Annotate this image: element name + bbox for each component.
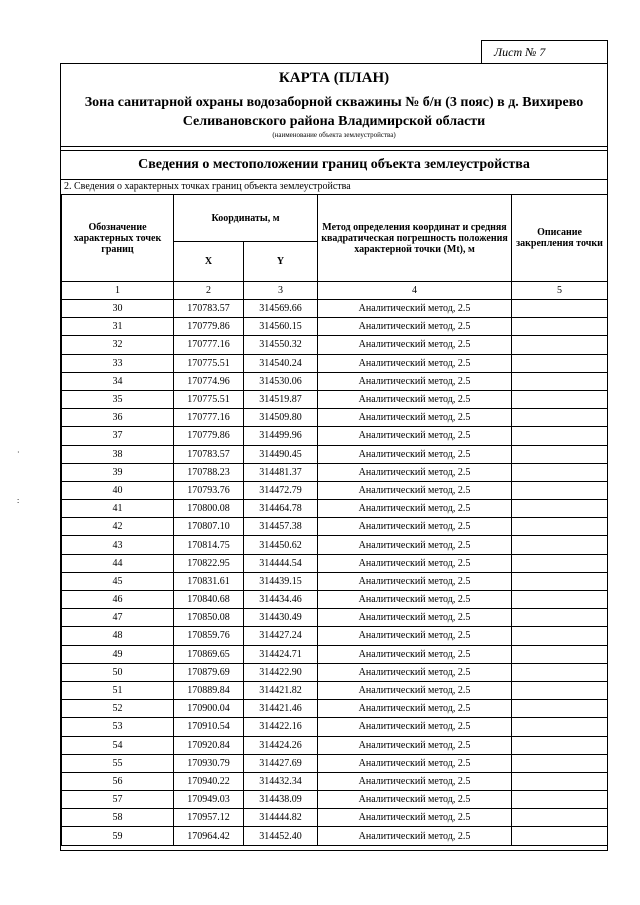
header-point: Обозначение характерных точек границ (62, 195, 174, 282)
sheet-number (481, 40, 608, 63)
column-index: 5 (512, 282, 608, 300)
cell-method: Аналитический метод, 2.5 (318, 354, 512, 372)
cell-y: 314444.82 (244, 809, 318, 827)
table-row (62, 572, 608, 590)
section-title: Сведения о местоположении границ объекта землеустройства (61, 150, 607, 180)
cell-method: Аналитический метод, 2.5 (318, 772, 512, 790)
table-row (62, 445, 608, 463)
table-row (62, 718, 608, 736)
cell-point: 41 (62, 500, 174, 518)
cell-point: 37 (62, 427, 174, 445)
cell-x: 170889.84 (174, 681, 244, 699)
cell-y: 314509.80 (244, 409, 318, 427)
points-table-body (62, 300, 608, 846)
table-row (62, 409, 608, 427)
cell-y: 314519.87 (244, 390, 318, 408)
cell-point: 36 (62, 409, 174, 427)
cell-y: 314530.06 (244, 372, 318, 390)
cell-y: 314422.90 (244, 663, 318, 681)
cell-y: 314450.62 (244, 536, 318, 554)
cell-y: 314481.37 (244, 463, 318, 481)
scan-mark: : (17, 496, 20, 505)
table-row (62, 700, 608, 718)
cell-description (512, 354, 608, 372)
cell-y: 314421.82 (244, 681, 318, 699)
cell-point: 55 (62, 754, 174, 772)
cell-point: 48 (62, 627, 174, 645)
cell-description (512, 772, 608, 790)
cell-point: 51 (62, 681, 174, 699)
cell-point: 49 (62, 645, 174, 663)
cell-x: 170869.65 (174, 645, 244, 663)
cell-method: Аналитический метод, 2.5 (318, 809, 512, 827)
cell-point: 44 (62, 554, 174, 572)
cell-x: 170949.03 (174, 791, 244, 809)
column-index-row (62, 282, 608, 300)
table-row (62, 390, 608, 408)
cell-point: 32 (62, 336, 174, 354)
table-row (62, 809, 608, 827)
cell-y: 314490.45 (244, 445, 318, 463)
cell-description (512, 518, 608, 536)
cell-x: 170831.61 (174, 572, 244, 590)
table-row (62, 427, 608, 445)
cell-method: Аналитический метод, 2.5 (318, 463, 512, 481)
cell-method: Аналитический метод, 2.5 (318, 736, 512, 754)
cell-method: Аналитический метод, 2.5 (318, 536, 512, 554)
document-subtitle (61, 93, 607, 131)
cell-description (512, 481, 608, 499)
cell-description (512, 372, 608, 390)
cell-description (512, 645, 608, 663)
cell-y: 314499.96 (244, 427, 318, 445)
table-row (62, 609, 608, 627)
table-row (62, 318, 608, 336)
cell-x: 170940.22 (174, 772, 244, 790)
cell-x: 170807.10 (174, 518, 244, 536)
cell-y: 314472.79 (244, 481, 318, 499)
cell-point: 46 (62, 591, 174, 609)
table-row (62, 591, 608, 609)
cell-point: 47 (62, 609, 174, 627)
cell-x: 170859.76 (174, 627, 244, 645)
cell-method: Аналитический метод, 2.5 (318, 572, 512, 590)
cell-method: Аналитический метод, 2.5 (318, 481, 512, 499)
cell-point: 45 (62, 572, 174, 590)
cell-y: 314550.32 (244, 336, 318, 354)
cell-x: 170840.68 (174, 591, 244, 609)
subtitle-line-2: Селивановского района Владимирской области (182, 114, 486, 129)
cell-point: 52 (62, 700, 174, 718)
cell-method: Аналитический метод, 2.5 (318, 427, 512, 445)
table-row (62, 663, 608, 681)
cell-x: 170774.96 (174, 372, 244, 390)
cell-description (512, 427, 608, 445)
cell-description (512, 318, 608, 336)
cell-point: 56 (62, 772, 174, 790)
cell-method: Аналитический метод, 2.5 (318, 518, 512, 536)
cell-method: Аналитический метод, 2.5 (318, 663, 512, 681)
cell-description (512, 736, 608, 754)
cell-description (512, 572, 608, 590)
document-title: КАРТА (ПЛАН) (278, 70, 390, 86)
cell-description (512, 554, 608, 572)
cell-method: Аналитический метод, 2.5 (318, 554, 512, 572)
cell-point: 58 (62, 809, 174, 827)
cell-x: 170793.76 (174, 481, 244, 499)
cell-x: 170910.54 (174, 718, 244, 736)
table-row (62, 791, 608, 809)
cell-y: 314560.15 (244, 318, 318, 336)
table-row (62, 500, 608, 518)
cell-x: 170964.42 (174, 827, 244, 845)
points-table (61, 194, 608, 846)
header-coordinates: Координаты, м (174, 195, 318, 242)
cell-point: 31 (62, 318, 174, 336)
header-y: Y (244, 242, 318, 282)
table-row (62, 518, 608, 536)
cell-x: 170779.86 (174, 318, 244, 336)
cell-y: 314427.69 (244, 754, 318, 772)
cell-point: 34 (62, 372, 174, 390)
document-frame (60, 63, 608, 851)
cell-point: 59 (62, 827, 174, 845)
cell-y: 314432.34 (244, 772, 318, 790)
table-row (62, 354, 608, 372)
cell-x: 170850.08 (174, 609, 244, 627)
cell-description (512, 463, 608, 481)
cell-description (512, 336, 608, 354)
table-row (62, 300, 608, 318)
cell-y: 314569.66 (244, 300, 318, 318)
cell-description (512, 536, 608, 554)
cell-description (512, 409, 608, 427)
table-row (62, 681, 608, 699)
cell-method: Аналитический метод, 2.5 (318, 827, 512, 845)
cell-y: 314457.38 (244, 518, 318, 536)
cell-point: 42 (62, 518, 174, 536)
table-row (62, 627, 608, 645)
cell-description (512, 609, 608, 627)
cell-y: 314540.24 (244, 354, 318, 372)
document-header (61, 64, 607, 147)
cell-description (512, 591, 608, 609)
cell-x: 170779.86 (174, 427, 244, 445)
cell-x: 170957.12 (174, 809, 244, 827)
cell-point: 39 (62, 463, 174, 481)
cell-x: 170777.16 (174, 336, 244, 354)
column-index: 2 (174, 282, 244, 300)
cell-y: 314452.40 (244, 827, 318, 845)
cell-method: Аналитический метод, 2.5 (318, 445, 512, 463)
cell-x: 170822.95 (174, 554, 244, 572)
cell-method: Аналитический метод, 2.5 (318, 627, 512, 645)
cell-x: 170879.69 (174, 663, 244, 681)
cell-y: 314424.26 (244, 736, 318, 754)
header-description: Описание закрепления точки (512, 195, 608, 282)
cell-method: Аналитический метод, 2.5 (318, 645, 512, 663)
cell-method: Аналитический метод, 2.5 (318, 372, 512, 390)
cell-x: 170900.04 (174, 700, 244, 718)
cell-point: 30 (62, 300, 174, 318)
cell-y: 314444.54 (244, 554, 318, 572)
cell-y: 314427.24 (244, 627, 318, 645)
cell-point: 43 (62, 536, 174, 554)
cell-description (512, 754, 608, 772)
cell-x: 170788.23 (174, 463, 244, 481)
cell-y: 314434.46 (244, 591, 318, 609)
table-row (62, 536, 608, 554)
cell-y: 314421.46 (244, 700, 318, 718)
table-subheading: 2. Сведения о характерных точках границ объекта землеустройства (64, 181, 351, 192)
cell-method: Аналитический метод, 2.5 (318, 336, 512, 354)
cell-method: Аналитический метод, 2.5 (318, 390, 512, 408)
cell-point: 38 (62, 445, 174, 463)
cell-description (512, 663, 608, 681)
cell-method: Аналитический метод, 2.5 (318, 609, 512, 627)
cell-description (512, 500, 608, 518)
table-row (62, 554, 608, 572)
table-row (62, 754, 608, 772)
table-row (62, 336, 608, 354)
cell-method: Аналитический метод, 2.5 (318, 500, 512, 518)
cell-point: 54 (62, 736, 174, 754)
object-name-note: (наименование объекта землеустройства) (272, 131, 396, 139)
cell-description (512, 390, 608, 408)
cell-y: 314424.71 (244, 645, 318, 663)
cell-y: 314464.78 (244, 500, 318, 518)
table-row (62, 736, 608, 754)
cell-point: 35 (62, 390, 174, 408)
cell-point: 33 (62, 354, 174, 372)
cell-description (512, 809, 608, 827)
cell-y: 314430.49 (244, 609, 318, 627)
cell-x: 170814.75 (174, 536, 244, 554)
cell-method: Аналитический метод, 2.5 (318, 718, 512, 736)
subtitle-line-1: Зона санитарной охраны водозаборной скважины № б/н (3 пояс) в д. Вихирево (84, 95, 584, 110)
cell-description (512, 681, 608, 699)
cell-x: 170775.51 (174, 390, 244, 408)
cell-method: Аналитический метод, 2.5 (318, 681, 512, 699)
table-row (62, 463, 608, 481)
cell-method: Аналитический метод, 2.5 (318, 700, 512, 718)
cell-point: 57 (62, 791, 174, 809)
table-row (62, 481, 608, 499)
table-row (62, 772, 608, 790)
column-index: 3 (244, 282, 318, 300)
column-index: 4 (318, 282, 512, 300)
cell-method: Аналитический метод, 2.5 (318, 409, 512, 427)
cell-method: Аналитический метод, 2.5 (318, 300, 512, 318)
cell-description (512, 445, 608, 463)
table-row (62, 645, 608, 663)
cell-x: 170930.79 (174, 754, 244, 772)
cell-x: 170783.57 (174, 445, 244, 463)
cell-point: 53 (62, 718, 174, 736)
scan-mark: · (17, 448, 20, 457)
cell-description (512, 627, 608, 645)
cell-description (512, 718, 608, 736)
header-x: X (174, 242, 244, 282)
cell-description (512, 827, 608, 845)
cell-x: 170920.84 (174, 736, 244, 754)
cell-description (512, 300, 608, 318)
header-method: Метод определения координат и средняя квадратическая погрешность положения характерной точки (Mt), м (318, 195, 512, 282)
cell-description (512, 700, 608, 718)
cell-y: 314438.09 (244, 791, 318, 809)
table-row (62, 372, 608, 390)
cell-point: 50 (62, 663, 174, 681)
cell-method: Аналитический метод, 2.5 (318, 318, 512, 336)
cell-description (512, 791, 608, 809)
table-row (62, 827, 608, 845)
column-index: 1 (62, 282, 174, 300)
cell-x: 170800.08 (174, 500, 244, 518)
cell-y: 314422.16 (244, 718, 318, 736)
cell-y: 314439.15 (244, 572, 318, 590)
cell-method: Аналитический метод, 2.5 (318, 591, 512, 609)
cell-x: 170777.16 (174, 409, 244, 427)
cell-method: Аналитический метод, 2.5 (318, 791, 512, 809)
sheet-number-label: Лист № 7 (494, 44, 546, 59)
cell-x: 170775.51 (174, 354, 244, 372)
cell-point: 40 (62, 481, 174, 499)
cell-method: Аналитический метод, 2.5 (318, 754, 512, 772)
cell-x: 170783.57 (174, 300, 244, 318)
